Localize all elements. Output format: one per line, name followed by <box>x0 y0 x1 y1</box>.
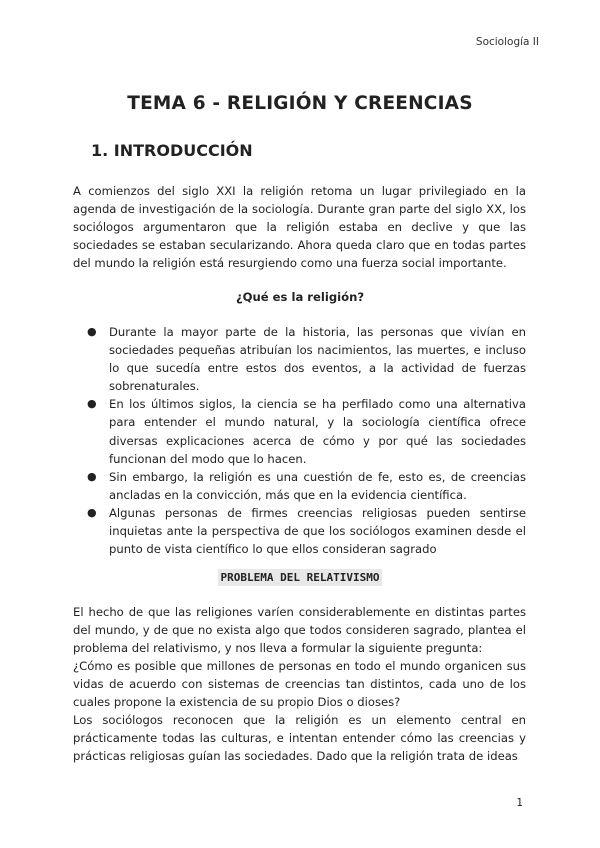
bullet-text: Sin embargo, la religión es una cuestión de fe, esto es, de creencias ancladas en la convicción, más que en la evidencia científica. <box>109 469 526 502</box>
question-paragraph: ¿Cómo es posible que millones de personas en todo el mundo organicen sus vidas de acuerdo con sistemas de creencias tan distintos, cada uno de los cuales propone la existencia de su propio Dios o dioses? <box>73 659 526 710</box>
subheading-what-is-religion: ¿Qué es la religión? <box>235 290 365 304</box>
list-item <box>73 323 526 395</box>
bullet-dot-icon: ● <box>87 397 97 411</box>
list-item <box>73 468 526 504</box>
bullet-dot-icon: ● <box>87 325 97 338</box>
closing-paragraph: Los sociólogos reconocen que la religión es un elemento central en prácticamente todas las culturas, e intentan entender cómo las creencias y prácticas religiosas guían las sociedades. Dado que la religión trata de ideas <box>73 713 526 764</box>
list-item <box>73 395 526 467</box>
bullet-text: Algunas personas de firmes creencias religiosas pueden sentirse inquietas ante la perspectiva de que los sociólogos examinen desde el punto de vista científico lo que ellos consideran sagrado <box>109 505 526 557</box>
document-header-label: Sociología II <box>475 36 539 48</box>
bullet-dot-icon: ● <box>87 505 97 519</box>
intro-paragraph: A comienzos del siglo XXI la religión retoma un lugar privilegiado en la agenda de investigación de la sociología. Durante gran parte del siglo XX, los sociólogos argumentaron que la religión estaba en declive y que las sociedades se estaban secularizando. Ahora queda claro que en todas partes del mundo la religión está resurgiendo como una fuerza social importante. <box>73 184 526 271</box>
section-title: 1. INTRODUCCIÓN <box>91 141 253 160</box>
highlight-heading-text: PROBLEMA DEL RELATIVISMO <box>218 569 383 586</box>
relativism-paragraph: El hecho de que las religiones varíen considerablemente en distintas partes del mundo, y de que no exista algo que todos consideren sagrado, plantea el problema del relativismo, y nos lleva a formular la siguiente pregunta: <box>73 605 526 656</box>
bullet-text: En los últimos siglos, la ciencia se ha perfilado como una alternativa para entender el mundo natural, y la sociología científica ofrece diversas explicaciones acerca de cómo y por qué las sociedades funcionan del modo que lo hacen. <box>109 397 526 466</box>
bullet-dot-icon: ● <box>87 469 97 483</box>
list-item <box>73 504 526 558</box>
document-title: TEMA 6 - RELIGIÓN Y CREENCIAS <box>127 93 473 114</box>
page-number: 1 <box>516 797 523 809</box>
bullet-list <box>73 323 526 558</box>
highlight-heading <box>0 566 600 585</box>
bullet-text: Durante la mayor parte de la historia, las personas que vivían en sociedades pequeñas atribuían los nacimientos, las muertes, e incluso lo que sucedía entre estos dos eventos, a la actividad de fuerzas sobrenaturales. <box>109 325 526 394</box>
